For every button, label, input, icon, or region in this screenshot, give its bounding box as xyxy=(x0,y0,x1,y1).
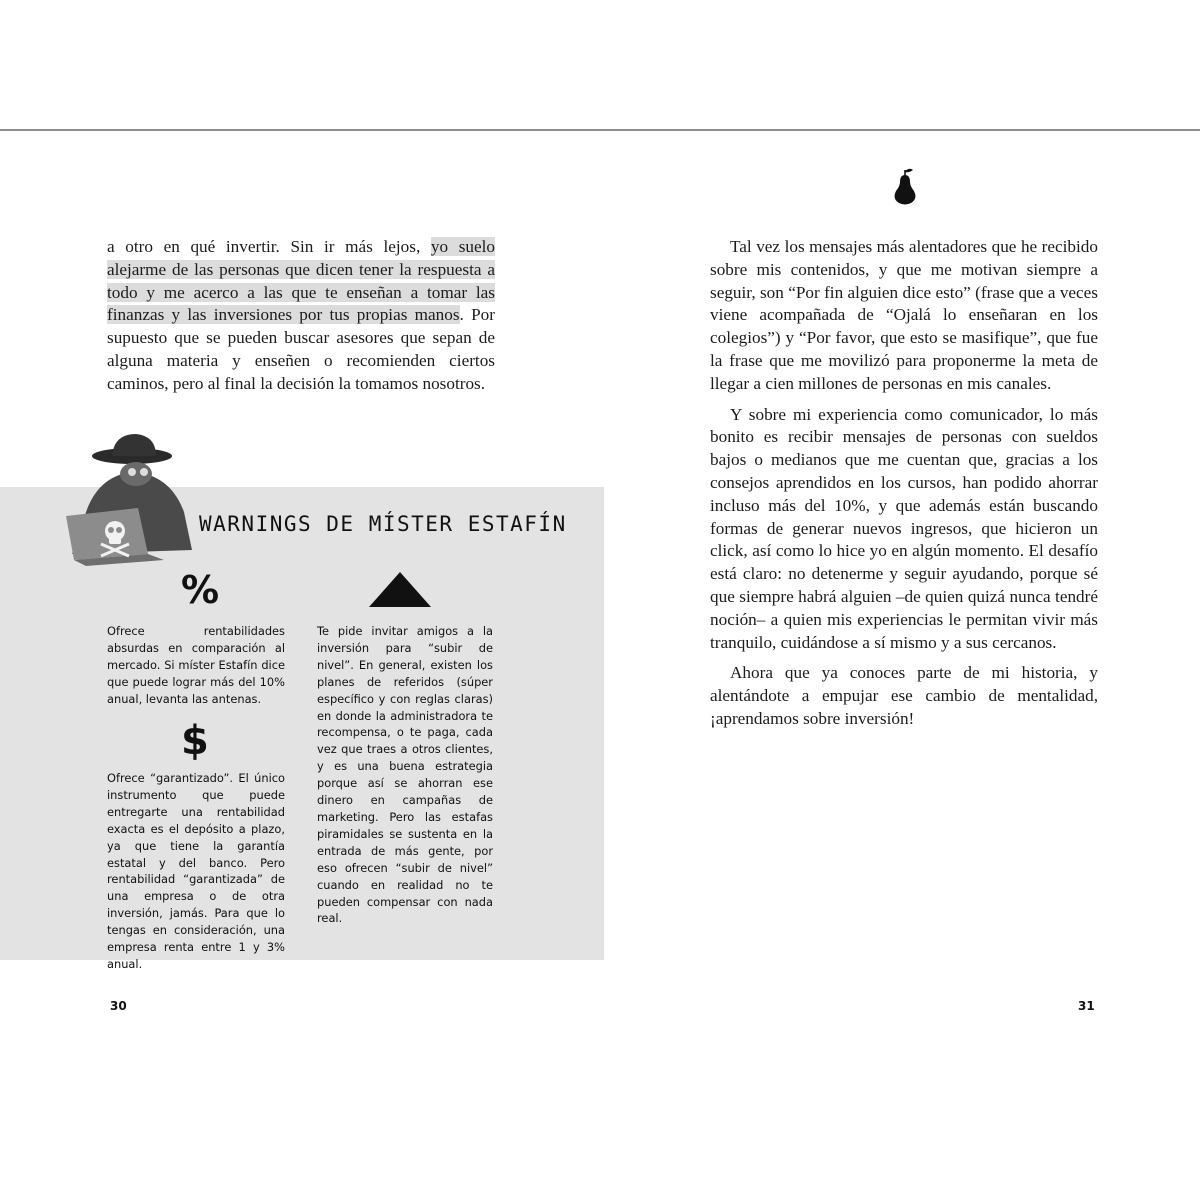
right-page-text xyxy=(710,236,1098,739)
paragraph-start: a otro en qué invertir. Sin ir más lejos, xyxy=(107,237,431,256)
warnings-title: WARNINGS DE MÍSTER ESTAFÍN xyxy=(199,512,567,536)
skull-crossbones-icon xyxy=(97,518,133,558)
percent-icon: % xyxy=(181,568,220,612)
dollar-icon: $ xyxy=(181,718,209,764)
page-number-right: 31 xyxy=(1078,999,1095,1013)
right-paragraph-2: Y sobre mi experiencia como comunicador, lo más bonito es recibir mensajes de personas con sueldos bajos o medianos que me cuentan que, gracias a los consejos aprendidos en los cursos, han podido ahorrar incluso más del 10%, y que además están buscando formas de generar nuevos ingresos, que hicieron un click, así como lo hice yo en algún momento. El desafío está claro: no detenerme y seguir ayudando, porque sé que siempre habrá alguien –de quien quizá nunca tendré noción– a quien mis experiencias le permitan vivir más tranquilo, cuidándose a sí mismo y a sus cercanos. xyxy=(710,404,1098,652)
left-page-paragraph xyxy=(107,236,495,396)
pear-icon xyxy=(892,167,918,205)
pyramid-triangle-icon xyxy=(369,572,431,607)
top-rule xyxy=(0,129,1200,131)
dollar-warning-text: Ofrece “garantizado”. El único instrumento que puede entregarte una rentabilidad exacta es el depósito a plazo, ya que tiene la garantía estatal y del banco. Pero rentabilidad “garantizada” de una empresa o de otra inversión, jamás. Para que lo tengas en consideración, una empresa renta entre 1 y 3% anual. xyxy=(107,771,285,971)
right-paragraph-3: Ahora que ya conoces parte de mi historia, y alentándote a empujar ese cambio de mentalidad, ¡aprendamos sobre inversión! xyxy=(710,663,1098,728)
pyramid-warning-text: Te pide invitar amigos a la inversión para “subir de nivel”. En general, existen los planes de referidos (súper específico y con reglas claras) en donde la administradora te recompensa, o te paga, cada vez que traes a otros clientes, y es una buena estrategia porque así se ahorran ese dinero en campañas de marketing. Pero las estafas piramidales se sustenta en la entrada de más gente, por eso ofrecen “subir de nivel” cuando en realidad no te pueden compensar con nada real. xyxy=(317,624,493,926)
paragraph-end: . Por supuesto que se pueden buscar asesores que sepan de alguna materia y enseñen o recomienden ciertos caminos, pero al final la decisión la tomamos nosotros. xyxy=(107,305,495,393)
right-paragraph-1: Tal vez los mensajes más alentadores que he recibido sobre mis contenidos, y que me motivan siempre a seguir, son “Por fin alguien dice esto” (frase que a veces viene acompañada de “Ojalá lo enseñaran en los colegios”) y “Por favor, que esto se masifique”, que fue la frase que me movilizó para proponerme la meta de llegar a cien millones de personas en mis canales. xyxy=(710,237,1098,393)
percent-warning-text: Ofrece rentabilidades absurdas en comparación al mercado. Si míster Estafín dice que puede lograr más del 10% anual, levanta las antenas. xyxy=(107,624,285,706)
highlighted-text: yo suelo alejarme de las personas que dicen tener la respuesta a todo y me acerco a las que te enseñan a tomar las finanzas y las inversiones por tus propias manos xyxy=(107,237,495,325)
page-number-left: 30 xyxy=(110,999,127,1013)
